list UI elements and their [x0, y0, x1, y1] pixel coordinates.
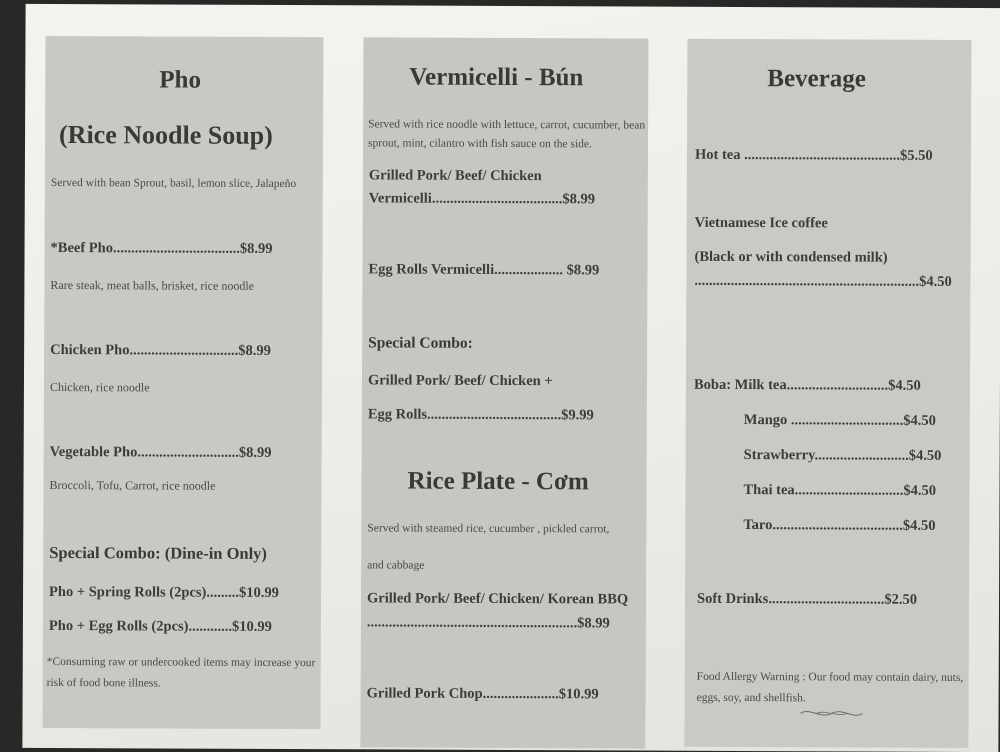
menu-item-vegetable-pho: Vegetable Pho............................$8.99 [49, 443, 272, 461]
rice-plate-item-line1: Grilled Pork/ Beef/ Chicken/ Korean BBQ [367, 590, 629, 608]
boba-taro: Taro....................................$4.50 [743, 517, 936, 534]
vermicelli-panel [360, 37, 648, 748]
boba-milk-tea: Boba: Milk tea............................$4.50 [693, 376, 921, 394]
menu-item-beef-pho: *Beef Pho...................................$8.99 [50, 239, 273, 257]
grilled-pork-chop: Grilled Pork Chop.....................$10.99 [366, 685, 599, 703]
soft-drinks: Soft Drinks................................$2.50 [697, 590, 918, 608]
combo-egg-rolls: Pho + Egg Rolls (2pcs)............$10.99 [48, 617, 272, 635]
rice-plate-item-line2: ..........................................................$8.99 [366, 614, 610, 632]
combo-spring-rolls: Pho + Spring Rolls (2pcs).........$10.99 [49, 583, 279, 601]
pho-panel [42, 36, 323, 729]
menu-sheet [22, 4, 1000, 752]
vermicelli-combo-heading: Special Combo: [368, 334, 473, 352]
vermicelli-combo-line1: Grilled Pork/ Beef/ Chicken + [367, 372, 553, 390]
chicken-pho-desc: Chicken, rice noodle [49, 379, 150, 395]
coffee-line1: Vietnamese Ice coffee [694, 214, 828, 232]
vermicelli-combo-line2: Egg Rolls.....................................$9.99 [367, 406, 594, 424]
hot-tea: Hot tea ...........................................$5.50 [694, 146, 933, 164]
egg-rolls-vermicelli: Egg Rolls Vermicelli................... $8.99 [368, 261, 600, 279]
beverage-title: Beverage [767, 65, 866, 93]
pho-title: Pho [159, 66, 202, 94]
rice-plate-intro-line2: and cabbage [367, 559, 425, 572]
menu-item-chicken-pho: Chicken Pho..............................$8.99 [50, 341, 271, 359]
grilled-vermicelli-line1: Grilled Pork/ Beef/ Chicken [368, 167, 542, 185]
boba-strawberry: Strawberry..........................$4.50 [743, 447, 942, 464]
flourish-ornament [797, 705, 867, 721]
grilled-vermicelli-line2: Vermicelli....................................$8.99 [368, 190, 596, 208]
rice-plate-intro-line1: Served with steamed rice, cucumber , pickled carrot, [367, 522, 610, 536]
pho-subtitle: (Rice Noodle Soup) [58, 120, 273, 150]
food-allergy-warning: Food Allergy Warning : Our food may contain dairy, nuts, eggs, soy, and shellfish. [696, 670, 964, 705]
vermicelli-intro: Served with rice noodle with lettuce, carrot, cucumber, bean sprout, mint, cilantro with fish sauce on the side. [367, 118, 646, 151]
boba-thai-tea: Thai tea..............................$4.50 [743, 482, 937, 499]
coffee-line2: (Black or with condensed milk) [694, 248, 888, 266]
boba-mango: Mango ...............................$4.50 [743, 412, 936, 429]
vegetable-pho-desc: Broccoli, Tofu, Carrot, rice noodle [49, 477, 216, 493]
pho-intro: Served with bean Sprout, basil, lemon slice, Jalapeño [50, 176, 297, 191]
beverage-panel [684, 39, 971, 748]
raw-food-footnote: *Consuming raw or undercooked items may increase your risk of food bone illness. [46, 655, 316, 690]
rice-plate-title: Rice Plate - Cơm [407, 467, 589, 496]
coffee-line3: ..............................................................$4.50 [694, 272, 952, 290]
vermicelli-title: Vermicelli - Bún [409, 63, 584, 92]
beef-pho-desc: Rare steak, meat balls, brisket, rice noodle [50, 277, 255, 293]
pho-combo-heading: Special Combo: (Dine-in Only) [49, 542, 267, 563]
